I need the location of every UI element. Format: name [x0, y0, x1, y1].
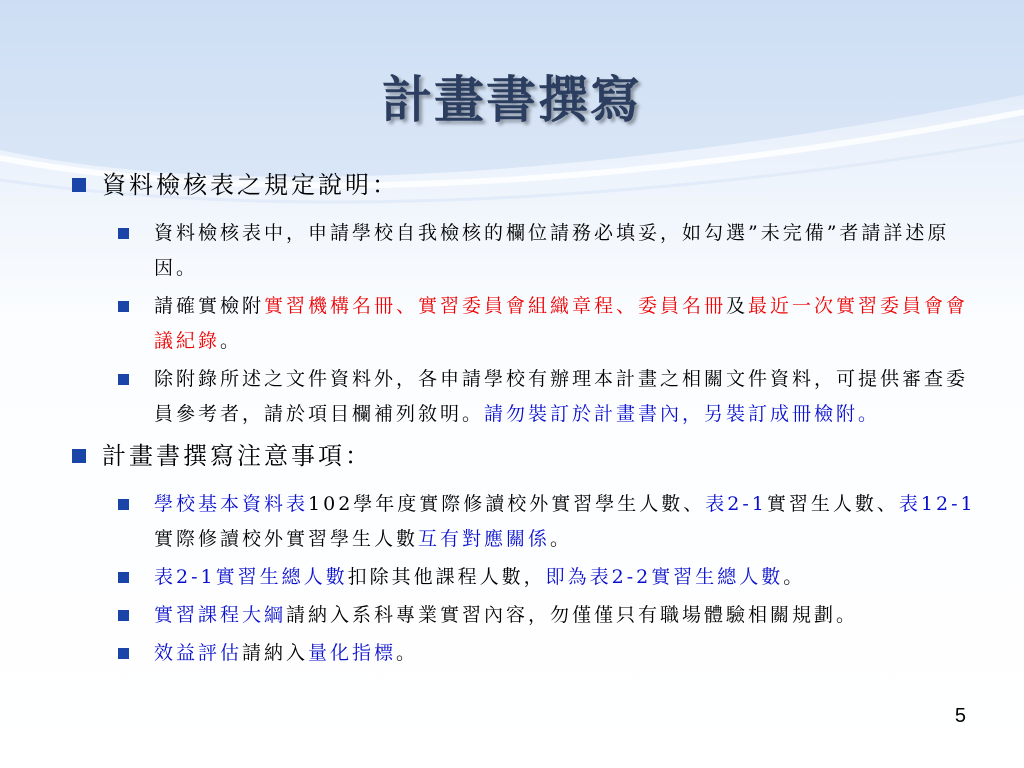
bullet-text: 。	[396, 642, 419, 664]
bullet-text: 資料檢核表中，申請學校自我檢核的欄位請務必填妥，如勾選”未完備”者請詳述原因。	[154, 222, 950, 279]
bullet-item	[118, 216, 982, 286]
blue-emphasis-text: 表12-1	[898, 493, 976, 515]
bullet-text: 請確實檢附	[154, 295, 265, 317]
red-emphasis-text: 實習機構名冊、實習委員會組織章程、委員名冊	[264, 295, 727, 317]
section-heading-text: 資料檢核表之規定說明：	[102, 171, 399, 199]
square-bullet-icon	[118, 648, 129, 659]
blue-emphasis-text: 互有對應關係	[418, 528, 551, 550]
bullet-text: 。	[220, 330, 243, 352]
bullet-item	[118, 289, 982, 359]
square-bullet-icon	[118, 374, 129, 385]
blue-emphasis-text: 請勿裝訂於計畫書內，另裝訂成冊檢附。	[484, 403, 881, 425]
bullet-text: 扣除其他課程人數，	[347, 566, 546, 588]
blue-emphasis-text: 表2-1	[705, 493, 767, 515]
bullet-item	[118, 560, 982, 595]
bullet-text: 請納入系科專業實習內容，勿僅僅只有職場體驗相關規劃。	[286, 604, 859, 626]
slide-title: 計畫書撰寫	[382, 71, 642, 129]
bullet-text: 102學年度實際修讀校外實習學生人數、	[308, 493, 706, 515]
square-bullet-icon	[72, 449, 86, 463]
blue-emphasis-text: 學校基本資料表	[154, 493, 309, 515]
bullet-text: 。	[550, 528, 573, 550]
bullet-item	[118, 362, 982, 432]
bullet-item	[118, 487, 982, 557]
blue-emphasis-text: 效益評估	[154, 642, 243, 664]
bullet-text: 及	[726, 295, 749, 317]
slide-content	[70, 168, 982, 674]
square-bullet-icon	[118, 301, 129, 312]
square-bullet-icon	[118, 228, 129, 239]
section-heading-notes	[70, 439, 982, 473]
square-bullet-icon	[118, 499, 129, 510]
red-emphasis-text: 最近一次實習委員會會議紀錄	[154, 295, 969, 352]
square-bullet-icon	[118, 572, 129, 583]
bullet-text: 請納入	[242, 642, 309, 664]
blue-emphasis-text: 即為表2-2實習生總人數	[545, 566, 784, 588]
bullet-text: 實習生人數、	[766, 493, 899, 515]
square-bullet-icon	[118, 610, 129, 621]
bullet-text: 實際修讀校外實習學生人數	[154, 528, 419, 550]
blue-emphasis-text: 實習課程大綱	[154, 604, 287, 626]
section-heading-text: 計畫書撰寫注意事項：	[102, 442, 372, 470]
page-number: 5	[954, 705, 966, 727]
bullet-text: 除附錄所述之文件資料外，各申請學校有辦理本計畫之相關文件資料，可提供審查委員參考者，請於項目欄補列敘明。	[154, 368, 969, 425]
bullet-text: 。	[783, 566, 806, 588]
blue-emphasis-text: 表2-1實習生總人數	[154, 566, 348, 588]
blue-emphasis-text: 量化指標	[308, 642, 397, 664]
bullet-item	[118, 636, 982, 671]
section-heading-checklist	[70, 168, 982, 202]
square-bullet-icon	[72, 178, 86, 192]
bullet-item	[118, 598, 982, 633]
